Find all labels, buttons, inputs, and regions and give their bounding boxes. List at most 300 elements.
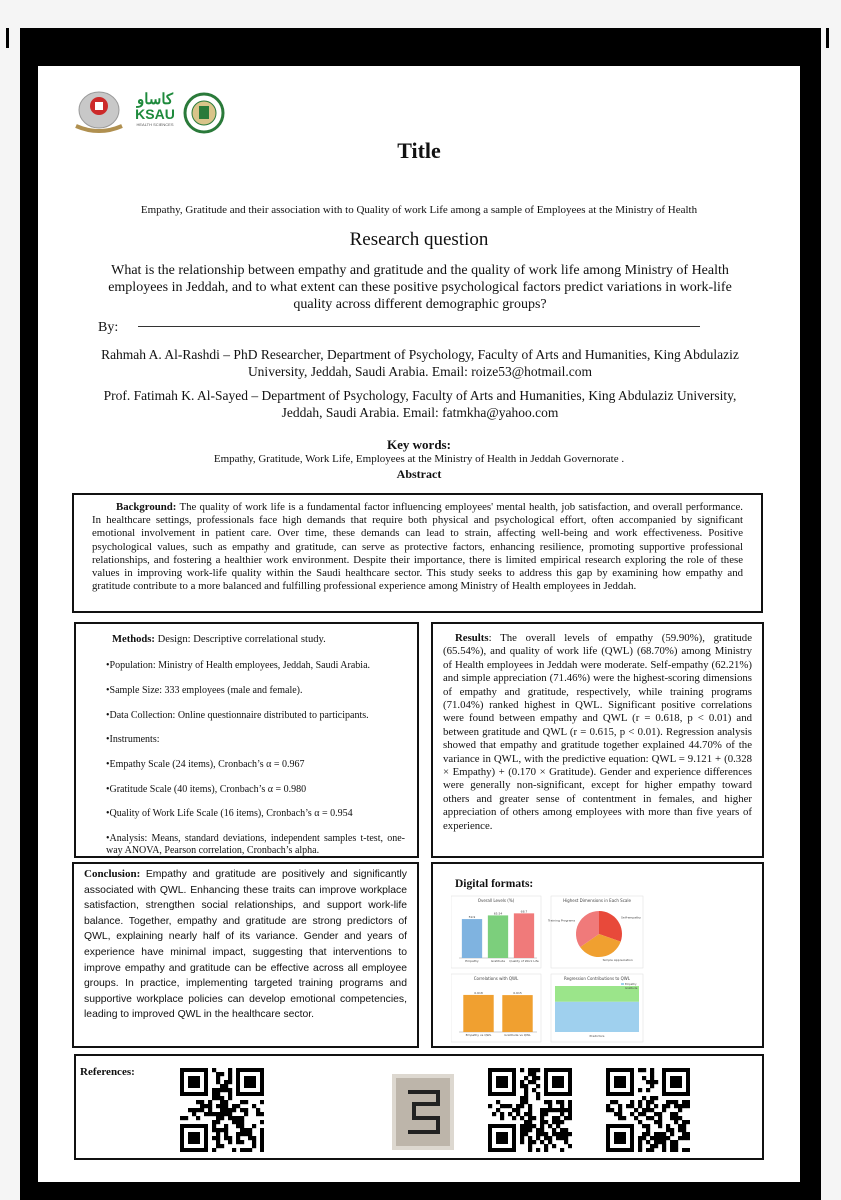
qr-module [488, 1104, 492, 1108]
qr-module [678, 1116, 682, 1120]
qr-module [520, 1080, 524, 1084]
qr-module [248, 1128, 252, 1132]
qr-module [232, 1120, 236, 1124]
qr-module [560, 1100, 564, 1104]
qr-module [548, 1124, 552, 1128]
qr-module [224, 1136, 228, 1140]
qr-module [236, 1136, 240, 1140]
regression-tick-label: Predictors [589, 1034, 605, 1038]
overall-levels-chart-bar [514, 913, 534, 958]
qr-module [674, 1104, 678, 1108]
qr-module [224, 1100, 228, 1104]
study-subtitle: Empathy, Gratitude and their association with to Quality of work Life among a sample of Employees at the Ministry of Health [140, 204, 698, 216]
results-box [431, 622, 764, 858]
qr-module [236, 1104, 240, 1108]
qr-module [212, 1092, 216, 1096]
overall-levels-chart-data-label: 65.54 [493, 911, 503, 916]
qr-module [682, 1136, 686, 1140]
qr-module [224, 1080, 228, 1084]
qr-module [638, 1104, 642, 1108]
keywords-text: Empathy, Gratitude, Work Life, Employees at the Ministry of Health in Jeddah Governorate . [213, 453, 625, 465]
qr-module [662, 1108, 666, 1112]
correlations-chart-data-label: 0.615 [513, 991, 522, 996]
qr-module [686, 1120, 690, 1124]
qr-module [532, 1068, 536, 1072]
qr-module [560, 1112, 564, 1116]
qr-module [216, 1092, 220, 1096]
qr-module [528, 1116, 532, 1120]
qr-module [544, 1108, 548, 1112]
qr-module [528, 1140, 532, 1144]
qr-module [232, 1104, 236, 1108]
qr-module [662, 1136, 666, 1140]
references-box [74, 1054, 764, 1160]
qr-module [228, 1072, 232, 1076]
qr-module [536, 1068, 540, 1072]
qr-module [232, 1108, 236, 1112]
qr-module [200, 1108, 204, 1112]
qr-module [228, 1112, 232, 1116]
qr-module [646, 1100, 650, 1104]
qr-module [560, 1104, 564, 1108]
qr-module [630, 1100, 634, 1104]
qr-finder [670, 1076, 682, 1088]
qr-module [686, 1132, 690, 1136]
qr-module [240, 1108, 244, 1112]
qr-module [650, 1108, 654, 1112]
qr-module [532, 1124, 536, 1128]
conclusion-box [72, 862, 419, 1048]
qr-module [560, 1148, 564, 1152]
qr-module [638, 1088, 642, 1092]
qr-module [212, 1120, 216, 1124]
qr-module [646, 1124, 650, 1128]
qr-module [528, 1080, 532, 1084]
qr-module [650, 1076, 654, 1080]
qr-module [618, 1108, 622, 1112]
qr-module [646, 1080, 650, 1084]
qr-module [512, 1108, 516, 1112]
qr-module [520, 1124, 524, 1128]
qr-module [256, 1112, 260, 1116]
qr-module [228, 1116, 232, 1120]
qr-module [540, 1128, 544, 1132]
qr-module [528, 1112, 532, 1116]
qr-module [622, 1116, 626, 1120]
qr-module [618, 1116, 622, 1120]
qr-module [548, 1100, 552, 1104]
poster-title: Title [397, 138, 441, 163]
background-text: The quality of work life is a fundamental factor influencing employees' mental health, job satisfaction, and overall performance. In healthcare settings, professionals face high demands that require both physical and psychological effort, often accompanied by significant emotional involvement in patient care. Over time, these demands can lead to strain, affecting well-being and work effectiveness. Positive psychological values, such as empathy and gratitude, can serve as protective factors, enhancing resilience, promoting supportive professional relationships, and fostering a healthier work environment. Despite their importance, there is limited empirical research exploring the role of these values in improving work-life quality within the Saudi healthcare sector. This study seeks to address this gap by examining how empathy and gratitude contribute to a more balanced and fulfilling professional experience among Ministry of Health employees in Jeddah. [92, 501, 743, 593]
methods-label: Methods: [112, 634, 155, 645]
qr-module [528, 1068, 532, 1072]
regression-legend-swatch [621, 987, 624, 989]
qr-module [544, 1148, 548, 1152]
qr-module [236, 1140, 240, 1144]
qr-module [528, 1148, 532, 1152]
overall-levels-chart-data-label: 59.9 [468, 915, 476, 920]
ksau-arabic: كاساو [136, 91, 174, 108]
qr-module [212, 1096, 216, 1100]
methods-item: •Population: Ministry of Health employees, Jeddah, Saudi Arabia. [106, 660, 371, 672]
qr-module [216, 1132, 220, 1136]
border-tick [6, 28, 9, 48]
methods-design: Design: Descriptive correlational study. [154, 634, 326, 645]
qr-module [670, 1140, 674, 1144]
qr-module [500, 1112, 504, 1116]
qr-module [540, 1108, 544, 1112]
qr-module [642, 1068, 646, 1072]
qr-module [662, 1104, 666, 1108]
qr-module [220, 1072, 224, 1076]
qr-code[interactable] [180, 1068, 264, 1152]
qr-module [642, 1096, 646, 1100]
qr-module [556, 1132, 560, 1136]
author-1: Rahmah A. Al-Rashdi – PhD Researcher, Department of Psychology, Faculty of Arts and Humanities, King Abdulaziz University, Jeddah, Saudi Arabia. Email: roize53@hotmail.com [101, 347, 739, 379]
qr-module [548, 1108, 552, 1112]
qr-module [552, 1144, 556, 1148]
qr-module [224, 1084, 228, 1088]
qr-module [196, 1116, 200, 1120]
qr-module [228, 1136, 232, 1140]
ksau-caption: HEALTH SCIENCES [136, 122, 174, 127]
qr-module [556, 1136, 560, 1140]
qr-module [638, 1136, 642, 1140]
digital-formats-box [431, 862, 764, 1048]
qr-module [606, 1108, 610, 1112]
qr-module [686, 1104, 690, 1108]
qr-module [552, 1116, 556, 1120]
qr-module [196, 1108, 200, 1112]
qr-module [532, 1140, 536, 1144]
qr-module [670, 1148, 674, 1152]
qr-module [528, 1108, 532, 1112]
qr-module [216, 1088, 220, 1092]
qr-module [560, 1136, 564, 1140]
regression-stack-segment [555, 1002, 639, 1032]
qr-module [200, 1100, 204, 1104]
qr-module [564, 1108, 568, 1112]
qr-module [240, 1124, 244, 1128]
qr-module [678, 1128, 682, 1132]
qr-module [260, 1132, 264, 1136]
qr-module [252, 1136, 256, 1140]
overall-levels-chart-title: Overall Levels (%) [477, 898, 515, 903]
qr-module [650, 1136, 654, 1140]
qr-module [520, 1116, 524, 1120]
qr-module [658, 1136, 662, 1140]
qr-module [556, 1124, 560, 1128]
qr-module [244, 1112, 248, 1116]
qr-module [610, 1108, 614, 1112]
qr-module [544, 1100, 548, 1104]
qr-module [556, 1108, 560, 1112]
by-divider [138, 326, 700, 327]
qr-module [646, 1128, 650, 1132]
qr-module [638, 1120, 642, 1124]
qr-module [236, 1116, 240, 1120]
qr-module [216, 1128, 220, 1132]
qr-module [212, 1136, 216, 1140]
qr-module [536, 1132, 540, 1136]
top-border-bar [20, 28, 821, 44]
qr-module [192, 1112, 196, 1116]
qr-module [220, 1108, 224, 1112]
qr-module [654, 1104, 658, 1108]
methods-item: •Analysis: Means, standard deviations, independent samples t-test, one-way ANOVA, Pearson correlation, Cronbach’s alpha. [106, 833, 405, 857]
qr-module [638, 1100, 642, 1104]
qr-finder [614, 1132, 626, 1144]
qr-module [528, 1136, 532, 1140]
qr-module [528, 1144, 532, 1148]
qr-module [642, 1108, 646, 1112]
methods-item: •Empathy Scale (24 items), Cronbach’s α = 0.967 [106, 759, 305, 771]
qr-module [208, 1112, 212, 1116]
background-label: Background: [116, 501, 177, 513]
qr-module [650, 1068, 654, 1072]
qr-module [244, 1108, 248, 1112]
qr-module [670, 1128, 674, 1132]
qr-module [682, 1120, 686, 1124]
qr-module [662, 1144, 666, 1148]
author-2: Prof. Fatimah K. Al-Sayed – Department of Psychology, Faculty of Arts and Humanities, King Abdulaziz University, Jeddah, Saudi Arabia. Email: fatmkha@yahoo.com [103, 388, 737, 420]
qr-module [536, 1096, 540, 1100]
qr-module [192, 1108, 196, 1112]
qr-module [638, 1148, 642, 1152]
qr-module [232, 1116, 236, 1120]
qr-module [666, 1128, 670, 1132]
qr-module [560, 1128, 564, 1132]
qr-module [654, 1136, 658, 1140]
qr-module [536, 1128, 540, 1132]
correlations-chart-data-label: 0.618 [474, 990, 483, 995]
qr-module [224, 1128, 228, 1132]
qr-module [496, 1108, 500, 1112]
qr-module [236, 1132, 240, 1136]
qr-module [638, 1144, 642, 1148]
qr-module [524, 1084, 528, 1088]
digital-charts [451, 894, 751, 1044]
moh-emblem-logo [68, 88, 130, 136]
qr-module [674, 1148, 678, 1152]
qr-module [674, 1100, 678, 1104]
qr-module [520, 1104, 524, 1108]
qr-module [674, 1116, 678, 1120]
qr-module [248, 1148, 252, 1152]
qr-module [650, 1100, 654, 1104]
qr-module [650, 1144, 654, 1148]
qr-module [618, 1112, 622, 1116]
qr-module [646, 1116, 650, 1120]
qr-module [646, 1140, 650, 1144]
qr-module [674, 1144, 678, 1148]
correlations-chart-tick-label: Empathy vs QWL [465, 1033, 492, 1037]
qr-module [556, 1116, 560, 1120]
qr-module [642, 1136, 646, 1140]
qr-module [220, 1116, 224, 1120]
qr-code[interactable] [488, 1068, 572, 1152]
qr-module [638, 1140, 642, 1144]
qr-module [500, 1104, 504, 1108]
qr-module [260, 1112, 264, 1116]
qr-module [614, 1100, 618, 1104]
qr-module [520, 1100, 524, 1104]
qr-module [208, 1100, 212, 1104]
qr-module [568, 1132, 572, 1136]
correlations-chart-bar [463, 995, 493, 1032]
qr-module [666, 1136, 670, 1140]
qr-module [528, 1104, 532, 1108]
qr-module [240, 1120, 244, 1124]
qr-module [670, 1144, 674, 1148]
qr-module [544, 1132, 548, 1136]
qr-module [228, 1076, 232, 1080]
qr-module [524, 1076, 528, 1080]
qr-finder [552, 1076, 564, 1088]
qr-module [524, 1132, 528, 1136]
qr-module [248, 1136, 252, 1140]
qr-module [646, 1104, 650, 1108]
qr-module [568, 1112, 572, 1116]
qr-module [500, 1116, 504, 1120]
qr-module [634, 1108, 638, 1112]
qr-module [224, 1108, 228, 1112]
qr-module [548, 1140, 552, 1144]
qr-module [568, 1116, 572, 1120]
qr-module [642, 1132, 646, 1136]
methods-item: •Instruments: [106, 734, 160, 746]
qr-module [240, 1140, 244, 1144]
qr-module [682, 1128, 686, 1132]
qr-module [642, 1076, 646, 1080]
qr-module [492, 1112, 496, 1116]
qr-module [686, 1148, 690, 1152]
qr-module [224, 1104, 228, 1108]
qr-module [642, 1124, 646, 1128]
qr-module [520, 1136, 524, 1140]
qr-module [520, 1068, 524, 1072]
qr-module [678, 1136, 682, 1140]
keywords-heading: Key words: [387, 437, 451, 452]
qr-module [516, 1108, 520, 1112]
background-box [72, 493, 763, 613]
qr-module [552, 1132, 556, 1136]
qr-module [650, 1148, 654, 1152]
qr-module [524, 1112, 528, 1116]
qr-module [662, 1132, 666, 1136]
qr-module [540, 1120, 544, 1124]
overall-levels-chart-tick-label: Empathy [465, 959, 479, 963]
qr-module [650, 1080, 654, 1084]
qr-module [216, 1112, 220, 1116]
qr-module [256, 1108, 260, 1112]
qr-module [228, 1096, 232, 1100]
by-label: By: [98, 320, 119, 335]
qr-module [220, 1096, 224, 1100]
qr-module [228, 1108, 232, 1112]
qr-module [512, 1116, 516, 1120]
qr-module [654, 1144, 658, 1148]
qr-module [244, 1100, 248, 1104]
qr-module [536, 1092, 540, 1096]
qr-module [626, 1104, 630, 1108]
qr-finder [188, 1076, 200, 1088]
qr-module [252, 1140, 256, 1144]
qr-module [658, 1140, 662, 1144]
regression-chart-title: Regression Contributions to QWL [564, 976, 630, 981]
qr-module [528, 1124, 532, 1128]
qr-module [654, 1132, 658, 1136]
methods-item: •Quality of Work Life Scale (16 items), Cronbach’s α = 0.954 [106, 808, 353, 820]
qr-module [674, 1112, 678, 1116]
qr-module [638, 1068, 642, 1072]
dimensions-pie-title: Highest Dimensions in Each Scale [563, 898, 631, 903]
qr-module [666, 1100, 670, 1104]
qr-module [252, 1144, 256, 1148]
qr-module [638, 1112, 642, 1116]
qr-module [568, 1100, 572, 1104]
qr-module [220, 1144, 224, 1148]
qr-module [216, 1104, 220, 1108]
qr-module [682, 1148, 686, 1152]
bottom-border-bar [20, 1188, 821, 1200]
qr-module [212, 1088, 216, 1092]
qr-module [666, 1104, 670, 1108]
qr-module [220, 1088, 224, 1092]
qr-module [524, 1124, 528, 1128]
qr-module [224, 1132, 228, 1136]
qr-module [548, 1104, 552, 1108]
qr-module [216, 1140, 220, 1144]
research-question-heading: Research question [349, 229, 489, 250]
qr-module [568, 1104, 572, 1108]
qr-module [674, 1140, 678, 1144]
qr-module [662, 1140, 666, 1144]
qr-finder [496, 1076, 508, 1088]
conclusion-text: Empathy and gratitude are positively and significantly associated with QWL. Enhancing these traits can improve workplace satisfaction, strengthen social relationships, and support work-life balance. Together, empathy and gratitude are strong predictors of QWL, explaining nearly half of its variance. Gender and years of experience have minimal impact, suggesting that interventions to improve empathy and gratitude can be effective across all employee groups. In practice, implementing targeted training programs and supportive workplace policies can develop emotional competencies, leading to improved QWL in the healthcare sector. [84, 869, 407, 1021]
university-seal-logo [182, 92, 226, 134]
qr-code[interactable] [606, 1068, 690, 1152]
pie-slice-label: Training Programs [548, 918, 576, 923]
qr-module [252, 1104, 256, 1108]
qr-module [524, 1100, 528, 1104]
qr-module [188, 1108, 192, 1112]
qr-module [650, 1096, 654, 1100]
qr-finder [496, 1132, 508, 1144]
qr-module [658, 1112, 662, 1116]
qr-module [200, 1104, 204, 1108]
qr-module [244, 1148, 248, 1152]
qr-module [618, 1104, 622, 1108]
qr-module [240, 1148, 244, 1152]
qr-module [642, 1112, 646, 1116]
qr-module [564, 1132, 568, 1136]
qr-module [204, 1104, 208, 1108]
qr-module [216, 1144, 220, 1148]
qr-module [216, 1120, 220, 1124]
qr-module [224, 1088, 228, 1092]
calligraphy-stamp-image [392, 1074, 454, 1150]
qr-module [560, 1120, 564, 1124]
qr-module [260, 1140, 264, 1144]
qr-module [228, 1088, 232, 1092]
qr-module [220, 1084, 224, 1088]
qr-module [630, 1112, 634, 1116]
overall-levels-chart-data-label: 68.7 [520, 909, 528, 914]
qr-module [224, 1112, 228, 1116]
qr-module [670, 1132, 674, 1136]
qr-module [540, 1112, 544, 1116]
